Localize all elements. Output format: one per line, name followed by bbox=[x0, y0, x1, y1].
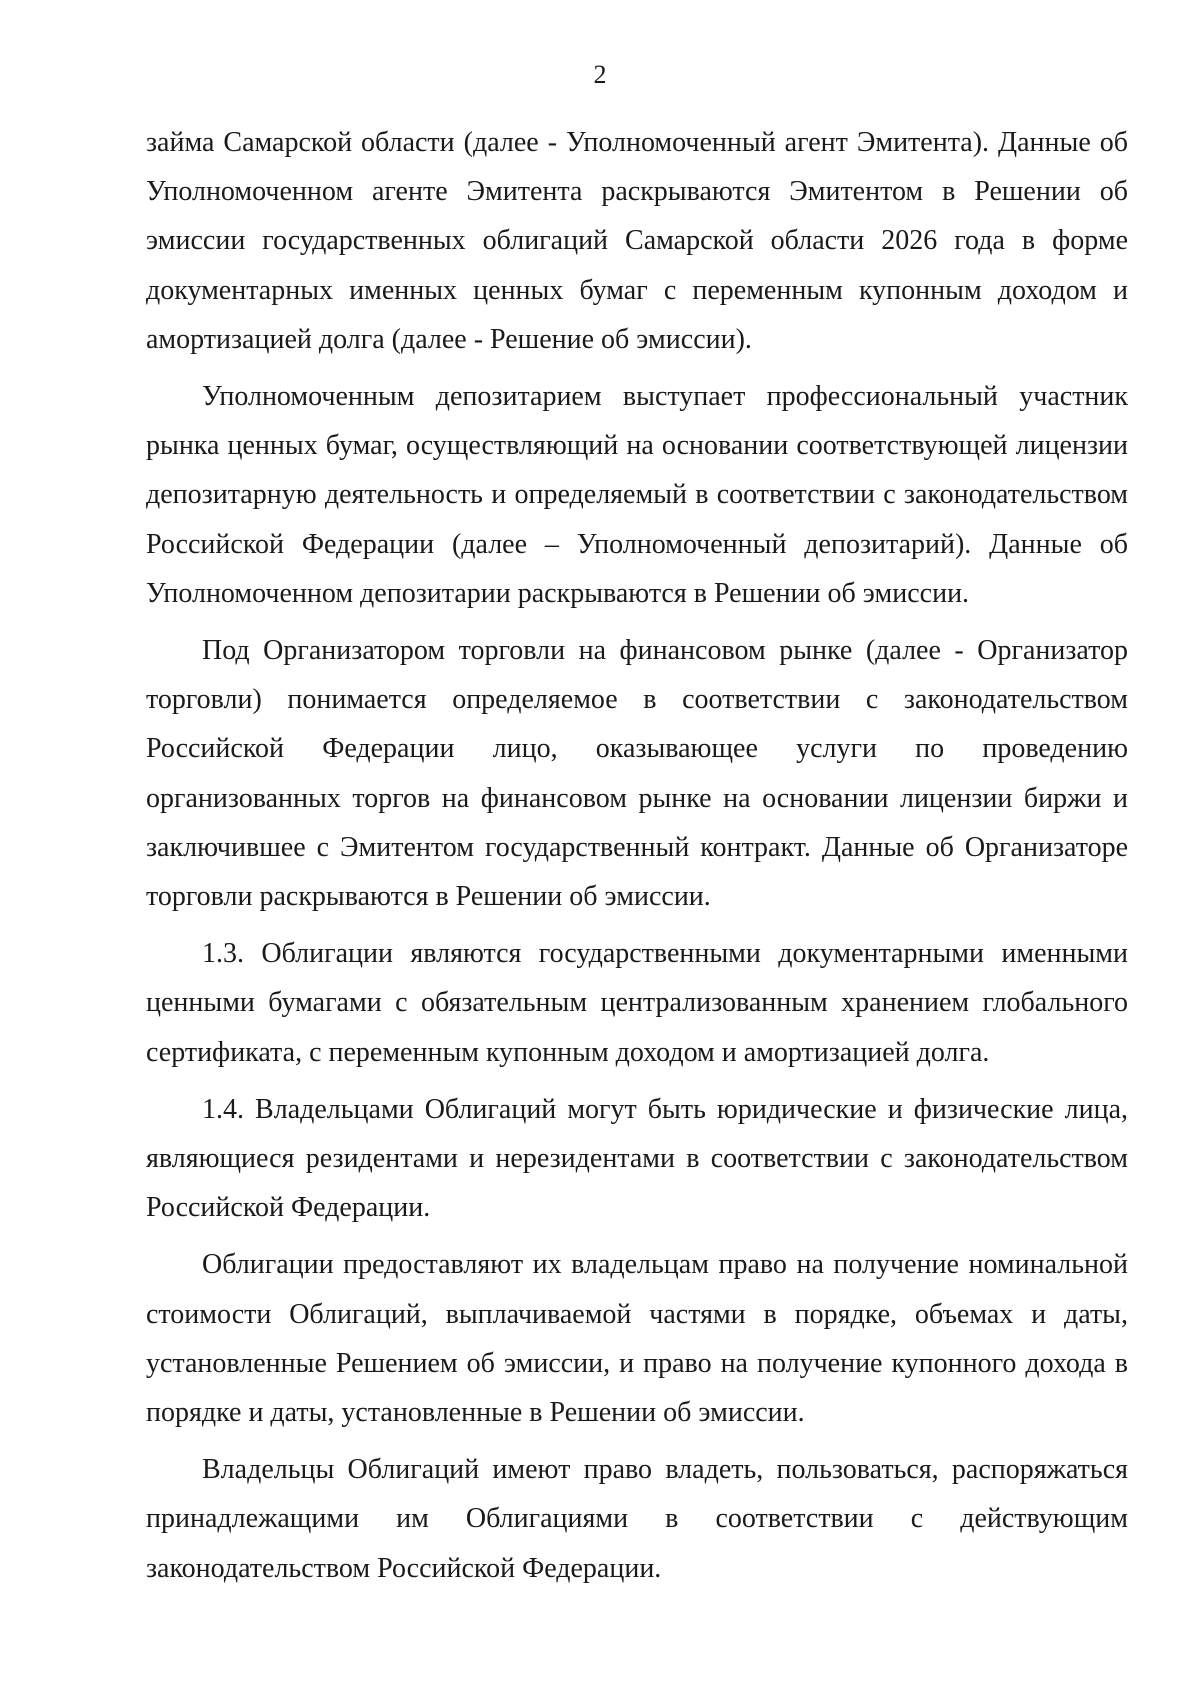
paragraph-trading-organizer: Под Организатором торговли на финансовом рынке (далее - Организатор торговли) понимается определяемое в соответствии с законодательством Российской Федерации лицо, оказывающее услуги по проведению организованных торгов на финансовом рынке на основании лицензии биржи и заключившее с Эмитентом государственный контракт. Данные об Организаторе торговли раскрываются в Решении об эмиссии. bbox=[146, 635, 1128, 913]
paragraph-holder-rights: Облигации предоставляют их владельцам право на получение номинальной стоимости Облигаций, выплачиваемой частями в порядке, объемах и даты, установленные Решением об эмиссии, и право на получение купонного дохода в порядке и даты, установленные в Решении об эмиссии. bbox=[146, 1249, 1128, 1429]
paragraph-section-1-4: 1.4. Владельцами Облигаций могут быть юридические и физические лица, являющиеся резидентами и нерезидентами в соответствии с законодательством Российской Федерации. bbox=[146, 1093, 1128, 1224]
paragraph-authorized-agent: займа Самарской области (далее - Уполномоченный агент Эмитента). Данные об Уполномоченном агенте Эмитента раскрываются Эмитентом в Решении об эмиссии государственных облигаций Самарской области 2026 года в форме документарных именных ценных бумаг с переменным купонным доходом и амортизацией долга (далее - Решение об эмиссии). bbox=[146, 127, 1128, 355]
page-number: 2 bbox=[593, 60, 607, 89]
paragraph-section-1-3: 1.3. Облигации являются государственными документарными именными ценными бумагами с обязательным централизованным хранением глобального сертификата, с переменным купонным доходом и амортизацией долга. bbox=[146, 938, 1128, 1068]
paragraph-authorized-depository: Уполномоченным депозитарием выступает профессиональный участник рынка ценных бумаг, осуществляющий на основании соответствующей лицензии депозитарную деятельность и определяемый в соответствии с законодательством Российской Федерации (далее – Уполномоченный депозитарий). Данные об Уполномоченном депозитарии раскрываются в Решении об эмиссии. bbox=[146, 381, 1128, 609]
paragraph-ownership-rights: Владельцы Облигаций имеют право владеть, пользоваться, распоряжаться принадлежащими им Облигациями в соответствии с действующим законодательством Российской Федерации. bbox=[146, 1454, 1128, 1584]
document-body bbox=[146, 118, 1128, 1601]
